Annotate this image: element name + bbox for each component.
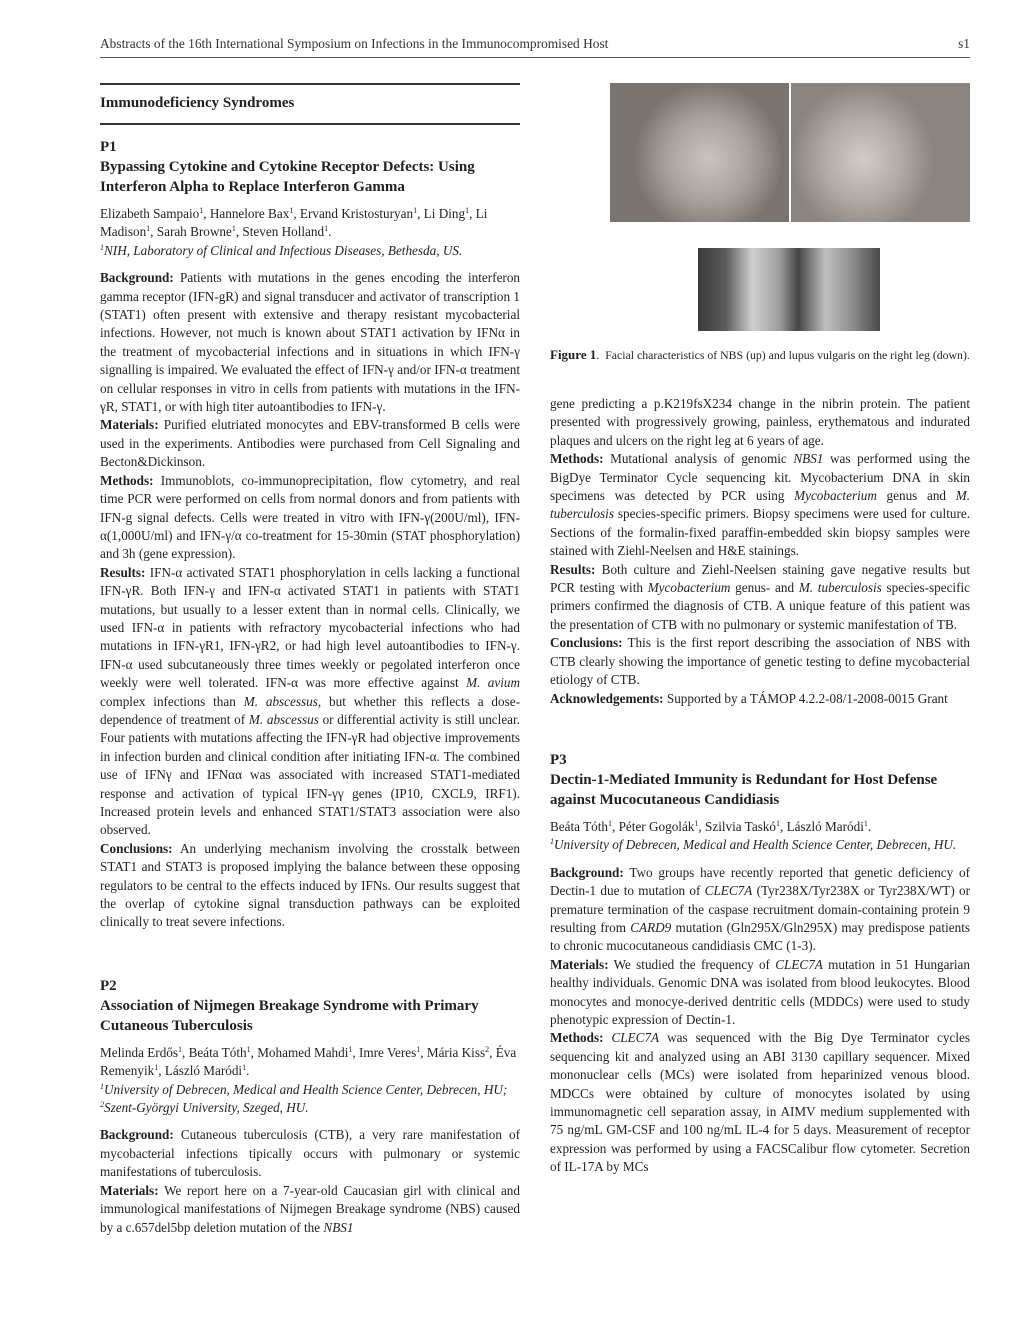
right-column (550, 0, 970, 1177)
photo-face-profile (791, 83, 970, 222)
photo-legs (698, 248, 880, 331)
p1-number: P1 (100, 139, 117, 155)
p1-results: Results: IFN-α activated STAT1 phosphorylation in cells lacking a functional IFN-γR. Both IFN-γ and IFN-α activated STAT1 in patients with STAT1 mutations, but usually to a lesser extent than in normal cells. Clinically, we used IFN-α in patients with refractory mycobacterial infections who had mutations in IFN-γR1, IFN-γR2, or had high level autoantibodies to IFN-γ. IFN-α used subcutaneously three times weekly or pegolated interferon once weekly were well tolerated. IFN-α was more effective against M. avium complex infections than M. abscessus, but whether this reflects a dose-dependence of treatment of M. abscessus or differential activity is still unclear. Four patients with mutations affecting the IFN-γR had objective improvements in infection burden and clinical condition after initiating IFN-α. The combined use of IFNγ and IFNαα was associated with increased STAT1-mediated response and activation of typical IFN-γγ genes (IP10, CXCL9, IRF1). Increased protein levels and enhanced STAT1/STAT3 association were also observed. (100, 564, 520, 838)
p1-materials: Materials: Purified elutriated monocytes and EBV-transformed B cells were used in the experiments. Antibodies were purchased from Cell Signaling and Becton&Dickinson. (100, 417, 521, 470)
p2-materials: Materials: We report here on a 7-year-old Caucasian girl with clinical and immunological manifestations of Nijmegen Breakage syndrome (NBS) caused by a c.657del5bp deletion mutation of the NBS1 (100, 1182, 520, 1235)
p1-authors: Elizabeth Sampaio$^1$, Hannelore Bax$^1$, Ervand Kristosturyan$^1$, Li Ding$^1$, Li Madison$^1$, Sarah Browne$^1$, Steven Holland$^1$. (100, 206, 488, 240)
figure-1 (610, 83, 970, 331)
p3-number: P3 (550, 751, 567, 768)
section-title: Immunodeficiency Syndromes (100, 95, 295, 111)
p1-background: Background: Patients with mutations in the genes encoding the interferon gamma receptor (IFN-gR) and signal transducer and activator of transcription 1 (STAT1) often present with extensive and therapy resistant mycobacterial infections. However, not much is known about STAT1 activation by IFNα in the treatment of mycobacterial infections and in situations in which IFN-γ signalling is impaired. We evaluated the effect of IFN-γ and/or IFN-α treatment on cellular responses in vitro in cells from patients with mutations in the IFN-γR, STAT1, or with high titer autoantibodies to IFN-γ. (100, 270, 521, 415)
p3-methods: Methods: CLEC7A was sequenced with the Big Dye Terminator cycles sequencing kit and analyzed using an ABI 3130 capillary sequencer. Mixed mononuclear cells (MCs) were isolated from heparinized venous blood. MDCCs were obtained by culture of monocytes isolated by using immunomagnetic cell separation assay, in AIMV medium supplemented with 75 ng/mL GM-CSF and 100 ng/mL IL-4 for 5 days. Measurement of receptor expression was performed by using a FACSCalibur flow cytometer. Secretion of IL-17A by MCs (550, 1030, 971, 1175)
p1-methods: Methods: Immunoblots, co-immunoprecipitation, flow cytometry, and real time PCR were performed on cells from normal donors and from patients with IFN-g signal defects. Cells were treated in vitro with IFN-γ(200U/ml), IFN-α(1,000U/ml) and IFN-γ/α co-treatment for 15-30min (STAT phosphorylation) and 3h (gene expression). (100, 472, 520, 562)
section-rule-top (100, 83, 520, 85)
p2-authors: Melinda Erdős$^1$, Beáta Tóth$^1$, Mohamed Mahdi$^1$, Imre Veres$^1$, Mária Kiss$^2$, Éva Remenyik$^1$, László Maródi$^1$. (100, 1044, 517, 1079)
p2-materials-cont: gene predicting a p.K219fsX234 change in the nibrin protein. The patient presented with progressively growing, painless, erythematous and indurated plaques and ulcers on the right leg at 6 years of age. (550, 396, 970, 448)
p2-affiliation: $^1$University of Debrecen, Medical and Health Science Center, Debrecen, HU; $^2$Szent-Györgyi University, Szeged, HU. (100, 1081, 508, 1116)
p3-background: Background: Two groups have recently reported that genetic deficiency of Dectin-1 due to mutation of CLEC7A (Tyr238X/Tyr238X or Tyr238X/WT) or premature termination of the caspase recruitment domain-containing protein 9 resulting from CARD9 mutation (Gln295X/Gln295X) may predispose patients to chronic mucocutaneous candidiasis CMC (1-3). (550, 864, 970, 954)
left-column (100, 83, 520, 1237)
p2-acknowledgements: Acknowledgements: Supported by a TÁMOP 4.2.2-08/1-2008-0015 Grant (550, 690, 948, 706)
p3-affiliation: $^1$University of Debrecen, Medical and Health Science Center, Debrecen, HU. (550, 837, 957, 853)
running-title: Abstracts of the 16th International Symposium on Infections in the Immunocompromised Host (100, 36, 609, 51)
p3-materials: Materials: We studied the frequency of CLEC7A mutation in 51 Hungarian healthy individuals. Genomic DNA was isolated from blood leukocytes. Blood monocytes and monocye-derived dentritic cells (MDDCs) were used to study phenotypic expression of Dectin-1. (550, 956, 970, 1027)
p2-number: P2 (100, 977, 117, 994)
p1-title: Bypassing Cytokine and Cytokine Receptor Defects: Using Interferon Alpha to Replace Interferon Gamma (100, 159, 475, 195)
p2-conclusions: Conclusions: This is the first report describing the association of NBS with CTB clearly showing the importance of genetic testing to define mycobacterial etiology of CTB. (550, 635, 970, 688)
page-number: s1 (958, 36, 970, 51)
p2-results: Results: Both culture and Ziehl-Neelsen staining gave negative results but PCR testing with Mycobacterium genus- and M. tuberculosis species-specific primers confirmed the diagnosis of CTB. A unique feature of this patient was the presentation of CTB with no pulmonary or systemic manifestation of TB. (550, 561, 970, 632)
section-rule-bottom (100, 123, 520, 125)
figure-1-caption: Figure 1. Facial characteristics of NBS (up) and lupus vulgaris on the right leg (down). (550, 347, 970, 362)
p2-methods: Methods: Mutational analysis of genomic NBS1 was performed using the BigDye Terminator Cycle sequencing kit. Mycobacterium DNA in skin specimens was detected by PCR using Mycobacterium genus and M. tuberculosis species-specific primers. Biopsy specimens were used for culture. Sections of the formalin-fixed paraffin-embedded skin biopsy samples were stained with Ziehl-Neelsen and H&E stainings. (550, 451, 971, 559)
p3-title: Dectin-1-Mediated Immunity is Redundant for Host Defense against Mucocutaneous Candidiasis (550, 771, 938, 808)
p1-affiliation: $^1$NIH, Laboratory of Clinical and Infectious Diseases, Bethesda, US. (100, 242, 463, 258)
photo-face-front (610, 83, 789, 222)
p1-conclusions: Conclusions: An underlying mechanism involving the crosstalk between STAT1 and STAT3 is proposed implying the balance between these opposing regulators to be central to the effects induced by IFNs. Our results suggest that the overlap of cytokine signal transduction pathways can be exploited clinically to treat severe infections. (100, 840, 520, 930)
p2-background: Background: Cutaneous tuberculosis (CTB), a very rare manifestation of mycobacterial infections tipically occurs with pulmonary or systemic manifestations of tuberculosis. (100, 1127, 521, 1180)
p2-title: Association of Nijmegen Breakage Syndrome with Primary Cutaneous Tuberculosis (100, 997, 479, 1034)
p3-authors: Beáta Tóth$^1$, Péter Gogolák$^1$, Szilvia Taskó$^1$, László Maródi$^1$. (550, 818, 872, 834)
